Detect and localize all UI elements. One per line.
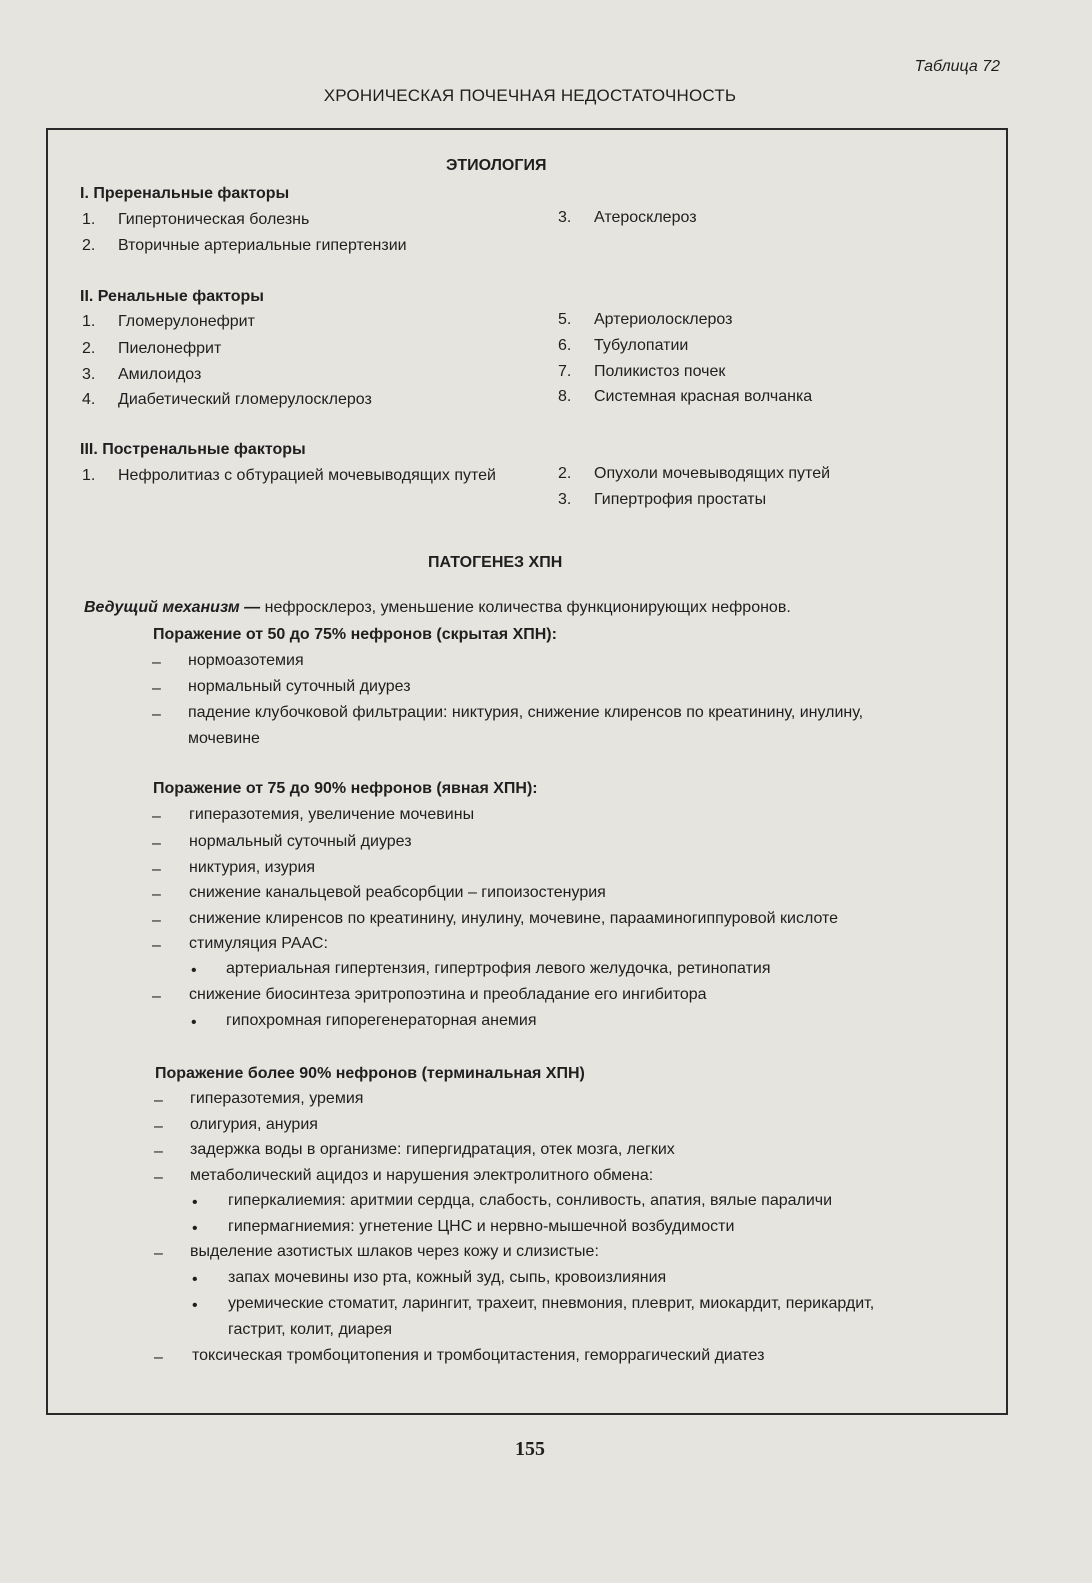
- stage2-subitem: гипохромная гипорегенераторная анемия: [226, 1012, 537, 1029]
- stage3-item: метаболический ацидоз и нарушения электролитного обмена:: [190, 1167, 654, 1184]
- renal-item: 7. Поликистоз почек: [558, 363, 726, 380]
- stage1-item: нормоазотемия: [188, 652, 304, 669]
- dash-marker: –: [152, 861, 161, 878]
- stage3-item: гиперазотемия, уремия: [190, 1090, 364, 1107]
- renal-title: II. Ренальные факторы: [80, 288, 264, 305]
- bullet-marker: •: [192, 1194, 198, 1211]
- stage2-subitem: артериальная гипертензия, гипертрофия левого желудочка, ретинопатия: [226, 960, 771, 977]
- dash-marker: –: [154, 1349, 163, 1366]
- postrenal-title: III. Постренальные факторы: [80, 441, 306, 458]
- postrenal-item: 2. Опухоли мочевыводящих путей: [558, 465, 831, 482]
- postrenal-item: 1. Нефролитиаз с обтурацией мочевыводящих путей: [82, 467, 496, 484]
- prerenal-item: 2. Вторичные артериальные гипертензии: [82, 237, 407, 254]
- stage3-item: олигурия, анурия: [190, 1116, 318, 1133]
- etiology-title: ЭТИОЛОГИЯ: [446, 157, 547, 174]
- leading-mechanism: Ведущий механизм — нефросклероз, уменьшение количества функционирующих нефронов.: [84, 599, 791, 616]
- dash-marker: –: [154, 1143, 163, 1160]
- dash-marker: –: [152, 912, 161, 929]
- stage2-item: стимуляция РААС:: [189, 935, 328, 952]
- stage1-item: падение клубочковой фильтрации: никтурия, снижение клиренсов по креатинину, инулину, мочевине: [188, 704, 864, 747]
- postrenal-item: 3. Гипертрофия простаты: [558, 491, 767, 508]
- stage3-subitem: уремические стоматит, ларингит, трахеит, пневмония, плеврит, миокардит, перикардит, гастрит, колит, диарея: [228, 1295, 875, 1338]
- stage2-title: Поражение от 75 до 90% нефронов (явная ХПН):: [153, 780, 538, 797]
- dash-marker: –: [154, 1245, 163, 1262]
- stage1-title: Поражение от 50 до 75% нефронов (скрытая ХПН):: [153, 626, 557, 643]
- dash-marker: –: [152, 654, 161, 671]
- pathogenesis-title: ПАТОГЕНЕЗ ХПН: [428, 554, 563, 571]
- stage2-item: снижение канальцевой реабсорбции – гипоизостенурия: [189, 884, 606, 901]
- dash-marker: –: [154, 1092, 163, 1109]
- dash-marker: –: [152, 886, 161, 903]
- prerenal-item: 1. Гипертоническая болезнь: [82, 211, 310, 228]
- table-label: Таблица 72: [914, 58, 1000, 75]
- page-number: 155: [515, 1438, 545, 1460]
- bullet-marker: •: [192, 1220, 198, 1237]
- stage3-subitem: гипермагниемия: угнетение ЦНС и нервно-мышечной возбудимости: [228, 1218, 735, 1235]
- dash-marker: –: [152, 706, 161, 723]
- dash-marker: –: [152, 680, 161, 697]
- bullet-marker: •: [191, 1014, 197, 1031]
- stage2-item: снижение биосинтеза эритропоэтина и преобладание его ингибитора: [189, 986, 707, 1003]
- renal-item: 8. Системная красная волчанка: [558, 388, 813, 405]
- stage3-subitem: гиперкалиемия: аритмии сердца, слабость, сонливость, апатия, вялые параличи: [228, 1192, 833, 1209]
- prerenal-item: 3. Атеросклероз: [558, 209, 697, 226]
- stage3-subitem: запах мочевины изо рта, кожный зуд, сыпь, кровоизлияния: [228, 1269, 667, 1286]
- bullet-marker: •: [192, 1271, 198, 1288]
- bullet-marker: •: [191, 962, 197, 979]
- bullet-marker: •: [192, 1297, 198, 1314]
- stage2-item: снижение клиренсов по креатинину, инулину, мочевине, парааминогиппуровой кислоте: [189, 910, 839, 927]
- stage3-item: выделение азотистых шлаков через кожу и слизистые:: [190, 1243, 599, 1260]
- stage3-title: Поражение более 90% нефронов (терминальная ХПН): [155, 1065, 585, 1082]
- stage3-item: задержка воды в организме: гипергидратация, отек мозга, легких: [190, 1141, 675, 1158]
- renal-item: 1. Гломерулонефрит: [82, 313, 255, 330]
- stage3-item: токсическая тромбоцитопения и тромбоцитастения, геморрагический диатез: [192, 1347, 765, 1364]
- dash-marker: –: [154, 1118, 163, 1135]
- dash-marker: –: [152, 835, 161, 852]
- page-title: ХРОНИЧЕСКАЯ ПОЧЕЧНАЯ НЕДОСТАТОЧНОСТЬ: [323, 86, 737, 105]
- stage1-item: нормальный суточный диурез: [188, 678, 411, 695]
- prerenal-title: I. Преренальные факторы: [80, 185, 290, 202]
- dash-marker: –: [154, 1169, 163, 1186]
- renal-item: 3. Амилоидоз: [82, 366, 202, 383]
- renal-item: 6. Тубулопатии: [558, 337, 689, 354]
- renal-item: 2. Пиелонефрит: [82, 340, 222, 357]
- dash-marker: –: [152, 937, 161, 954]
- stage2-item: гиперазотемия, увеличение мочевины: [189, 806, 475, 823]
- stage2-item: нормальный суточный диурез: [189, 833, 412, 850]
- renal-item: 4. Диабетический гломерулосклероз: [82, 391, 372, 408]
- dash-marker: –: [152, 808, 161, 825]
- stage2-item: никтурия, изурия: [189, 859, 316, 876]
- renal-item: 5. Артериолосклероз: [558, 311, 733, 328]
- dash-marker: –: [152, 988, 161, 1005]
